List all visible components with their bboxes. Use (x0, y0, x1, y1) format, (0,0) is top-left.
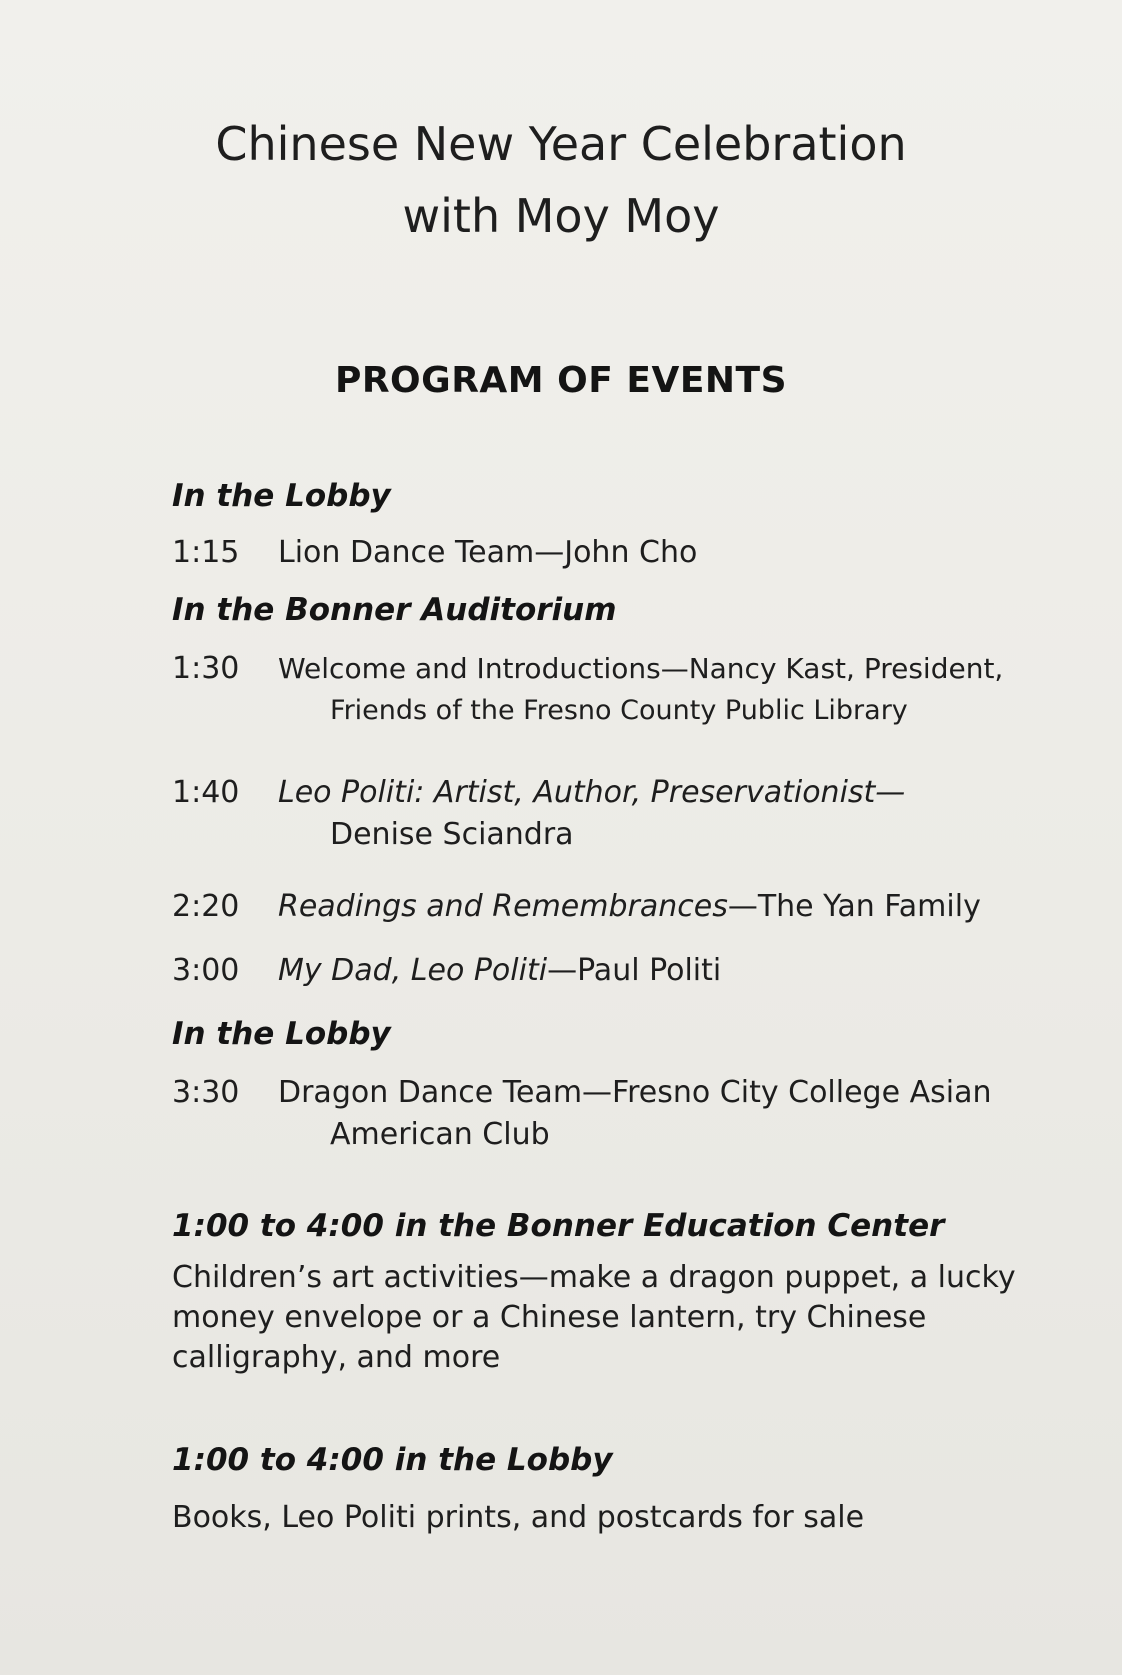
section-heading-lobby: In the Lobby (172, 1016, 391, 1052)
description-line: money envelope or a Chinese lantern, try Chinese (172, 1300, 927, 1335)
event-item (172, 772, 905, 856)
event-item (172, 886, 981, 928)
event-text: Welcome and Introductions—Nancy Kast, President, (278, 652, 1004, 685)
event-continuation: Denise Sciandra (330, 817, 574, 852)
event-title: Readings and Remembrances (278, 889, 728, 924)
event-item (172, 532, 697, 574)
event-title: Leo Politi: Artist, Author, Preservationist— (278, 775, 906, 810)
title-line-1: Chinese New Year Celebration (215, 117, 907, 171)
event-text: —The Yan Family (727, 889, 981, 924)
event-text: Lion Dance Team—John Cho (278, 535, 698, 570)
event-text: Dragon Dance Team—Fresno City College Asian (278, 1075, 992, 1110)
section-heading-auditorium: In the Bonner Auditorium (172, 592, 617, 628)
description-line: Children’s art activities—make a dragon puppet, a lucky (172, 1260, 1016, 1295)
education-center-description (172, 1258, 1016, 1378)
event-item (172, 950, 721, 992)
event-continuation: American Club (330, 1117, 550, 1152)
description-line: calligraphy, and more (172, 1340, 501, 1375)
section-heading-lobby-sale: 1:00 to 4:00 in the Lobby (172, 1442, 613, 1478)
event-time: 1:15 (172, 535, 240, 570)
event-time: 2:20 (172, 889, 240, 924)
event-time: 3:30 (172, 1075, 240, 1110)
event-title: My Dad, Leo Politi (278, 953, 548, 988)
event-continuation: Friends of the Fresno County Public Library (330, 695, 908, 726)
page-title (0, 108, 1122, 252)
event-item (172, 1072, 991, 1156)
event-item (172, 648, 1003, 732)
title-line-2: with Moy Moy (402, 189, 720, 243)
section-heading-education-center: 1:00 to 4:00 in the Bonner Education Center (172, 1208, 945, 1244)
lobby-sale-description: Books, Leo Politi prints, and postcards for sale (172, 1500, 865, 1535)
event-time: 3:00 (172, 953, 240, 988)
event-time: 1:30 (172, 651, 240, 686)
program-heading: PROGRAM OF EVENTS (334, 360, 788, 401)
event-text: —Paul Politi (547, 953, 722, 988)
section-heading-lobby: In the Lobby (172, 478, 391, 514)
event-time: 1:40 (172, 775, 240, 810)
